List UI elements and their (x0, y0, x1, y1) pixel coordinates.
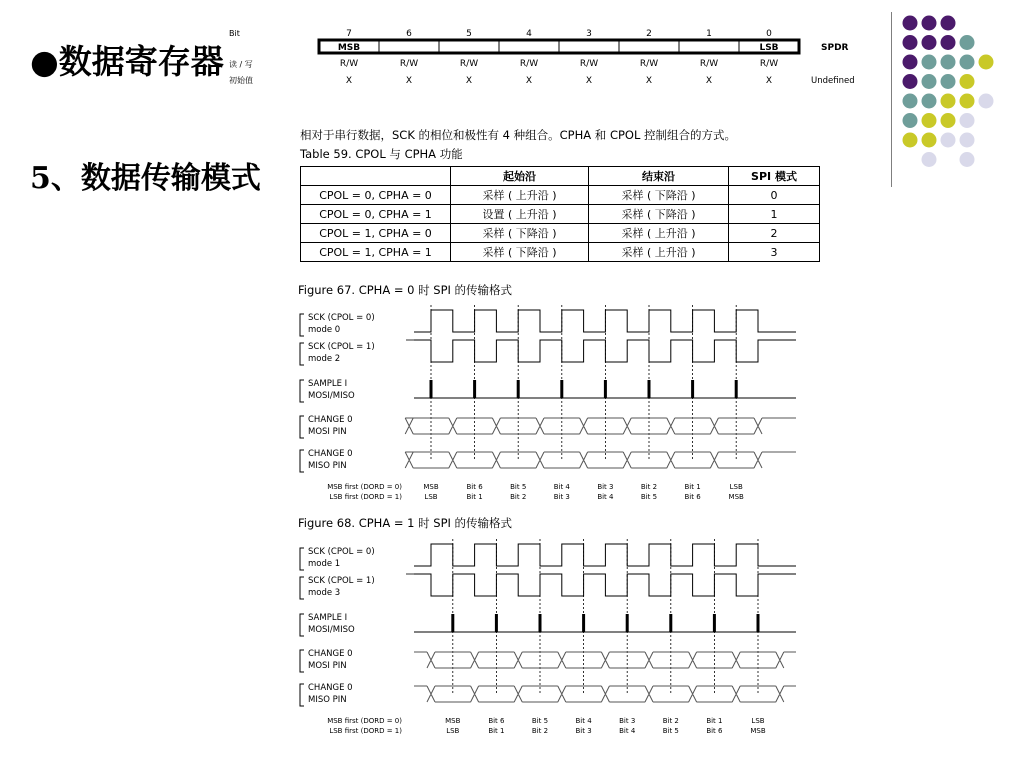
bit-order-label-msb-first: MSB first (DORD = 0) (327, 483, 402, 491)
table-header-cell (301, 167, 451, 186)
lsb-first-bit-label: Bit 6 (706, 727, 723, 735)
lsb-first-bit-label: Bit 3 (553, 493, 570, 501)
signal-bracket (300, 314, 304, 336)
table-title: Table 59. CPOL 与 CPHA 功能 (300, 147, 463, 161)
bit-number: 2 (646, 29, 652, 39)
mode-caption: 相对于串行数据，SCK 的相位和极性有 4 种组合。CPHA 和 CPOL 控制组合的方式。 (300, 128, 737, 142)
signal-bracket (300, 684, 304, 706)
sck-waveform-cpol1 (414, 574, 796, 596)
decorative-dot (922, 94, 937, 109)
msb-first-bit-label: LSB (751, 717, 765, 725)
decorative-dot-grid (898, 12, 1018, 172)
decorative-dot (922, 16, 937, 31)
lsb-first-bit-label: Bit 4 (619, 727, 636, 735)
signal-bracket (300, 577, 304, 599)
signal-label: SAMPLE I (308, 613, 348, 623)
bit-number: 7 (346, 29, 352, 39)
signal-bracket (300, 548, 304, 570)
decorative-dot (941, 35, 956, 50)
msb-first-bit-label: Bit 3 (597, 483, 614, 491)
rw-value: R/W (519, 59, 539, 69)
sck-waveform-cpol0 (414, 544, 796, 566)
data-bus-miso (405, 452, 796, 468)
signal-sub-label: MOSI/MISO (308, 391, 355, 401)
init-note: Undefined (811, 76, 855, 86)
signal-label: SCK (CPOL = 0) (308, 313, 375, 323)
table-cell: 采样 ( 下降沿 ) (589, 186, 729, 205)
msb-first-bit-label: Bit 5 (531, 717, 549, 725)
table-cell: 采样 ( 上升沿 ) (451, 186, 589, 205)
table-cell: 1 (729, 205, 820, 224)
signal-sub-label: MISO PIN (308, 461, 347, 471)
rw-value: R/W (339, 59, 359, 69)
lsb-first-bit-label: Bit 1 (466, 493, 483, 501)
bit-number: 4 (526, 29, 532, 39)
signal-bracket (300, 650, 304, 672)
decorative-dot (922, 152, 937, 167)
msb-first-bit-label: Bit 6 (488, 717, 505, 725)
msb-first-bit-label: Bit 4 (575, 717, 592, 725)
rw-row-label: 读 / 写 (229, 60, 253, 69)
init-value: X (705, 76, 713, 86)
rw-value: R/W (579, 59, 599, 69)
signal-sub-label: mode 2 (308, 354, 341, 364)
table-cell: 采样 ( 上升沿 ) (589, 243, 729, 262)
signal-label: CHANGE 0 (308, 683, 353, 693)
init-value: X (585, 76, 593, 86)
lsb-first-bit-label: Bit 6 (684, 493, 701, 501)
decorative-dot (960, 133, 975, 148)
signal-label: CHANGE 0 (308, 449, 353, 459)
bit-number: 6 (406, 29, 412, 39)
signal-sub-label: mode 0 (308, 325, 341, 335)
decorative-dot (922, 133, 937, 148)
table-row (301, 243, 820, 262)
msb-first-bit-label: Bit 4 (553, 483, 570, 491)
figure-67-timing-diagram (296, 300, 816, 512)
rw-value: R/W (759, 59, 779, 69)
table-cell: 设置 ( 上升沿 ) (451, 205, 589, 224)
bit-order-label-msb-first: MSB first (DORD = 0) (327, 717, 402, 725)
decorative-dot (941, 94, 956, 109)
signal-bracket (300, 614, 304, 636)
rw-value: R/W (639, 59, 659, 69)
signal-bracket (300, 343, 304, 365)
decorative-dot (979, 94, 994, 109)
table-cell: CPOL = 1, CPHA = 0 (301, 224, 451, 243)
table-row (301, 205, 820, 224)
bit-number: 3 (586, 29, 592, 39)
msb-first-bit-label: Bit 1 (684, 483, 701, 491)
signal-bracket (300, 450, 304, 472)
signal-sub-label: mode 3 (308, 588, 341, 598)
signal-bracket (300, 416, 304, 438)
lsb-first-bit-label: Bit 2 (531, 727, 549, 735)
bit-number: 1 (706, 29, 712, 39)
register-name: SPDR (821, 43, 849, 53)
table-header-cell: 起始沿 (451, 167, 589, 186)
sck-waveform-cpol0 (414, 310, 796, 332)
decorative-dot (941, 74, 956, 89)
data-bus-mosi (405, 418, 796, 434)
bit-order-label-lsb-first: LSB first (DORD = 1) (329, 727, 402, 735)
bit-number: 0 (766, 29, 772, 39)
table-header-cell: 结束沿 (589, 167, 729, 186)
rw-value: R/W (699, 59, 719, 69)
msb-first-bit-label: Bit 2 (640, 483, 658, 491)
decorative-dot (903, 133, 918, 148)
init-value: X (465, 76, 473, 86)
data-bus-mosi (414, 652, 796, 668)
msb-first-bit-label: MSB (423, 483, 439, 491)
sck-waveform-cpol1 (414, 340, 796, 362)
signal-label: SCK (CPOL = 0) (308, 547, 375, 557)
decorative-dot (903, 35, 918, 50)
lsb-first-bit-label: LSB (446, 727, 460, 735)
decorative-dot (903, 16, 918, 31)
signal-label: SCK (CPOL = 1) (308, 342, 375, 352)
lsb-first-bit-label: MSB (728, 493, 744, 501)
lsb-first-bit-label: LSB (424, 493, 438, 501)
lsb-first-bit-label: Bit 1 (488, 727, 505, 735)
bit-number: 5 (466, 29, 472, 39)
init-value: X (645, 76, 653, 86)
init-value: X (525, 76, 533, 86)
lsb-first-bit-label: Bit 4 (597, 493, 614, 501)
table-cell: 3 (729, 243, 820, 262)
decorative-dot (903, 113, 918, 128)
decorative-dot (903, 55, 918, 70)
table-cell: 0 (729, 186, 820, 205)
table-row (301, 224, 820, 243)
table-cell: CPOL = 0, CPHA = 1 (301, 205, 451, 224)
decorative-dot (941, 55, 956, 70)
msb-first-bit-label: Bit 3 (619, 717, 636, 725)
decorative-dot (960, 74, 975, 89)
decorative-divider (891, 12, 892, 187)
bit-row-label: Bit (229, 29, 240, 38)
signal-label: SAMPLE I (308, 379, 348, 389)
msb-first-bit-label: LSB (729, 483, 743, 491)
table-cell: CPOL = 1, CPHA = 1 (301, 243, 451, 262)
table-cell: 采样 ( 下降沿 ) (451, 243, 589, 262)
table-cell: CPOL = 0, CPHA = 0 (301, 186, 451, 205)
table-cell: 采样 ( 下降沿 ) (589, 205, 729, 224)
decorative-dot (960, 152, 975, 167)
bit-order-label-lsb-first: LSB first (DORD = 1) (329, 493, 402, 501)
init-value: X (345, 76, 353, 86)
signal-sub-label: MOSI/MISO (308, 625, 355, 635)
figure-67-title: Figure 67. CPHA = 0 时 SPI 的传输格式 (298, 283, 513, 297)
table-cell: 采样 ( 上升沿 ) (589, 224, 729, 243)
signal-bracket (300, 380, 304, 402)
table-header-row (301, 167, 820, 186)
table-cell: 采样 ( 下降沿 ) (451, 224, 589, 243)
decorative-dot (960, 94, 975, 109)
decorative-dot (922, 74, 937, 89)
data-bus-miso (414, 686, 796, 702)
signal-label: CHANGE 0 (308, 649, 353, 659)
signal-label: CHANGE 0 (308, 415, 353, 425)
decorative-dot (941, 133, 956, 148)
cpol-cpha-table (300, 166, 820, 262)
signal-label: SCK (CPOL = 1) (308, 576, 375, 586)
figure-68-title: Figure 68. CPHA = 1 时 SPI 的传输格式 (298, 516, 513, 530)
msb-first-bit-label: Bit 5 (510, 483, 527, 491)
decorative-dot (922, 113, 937, 128)
lsb-first-bit-label: Bit 3 (575, 727, 592, 735)
lsb-label: LSB (759, 43, 779, 53)
msb-first-bit-label: Bit 6 (466, 483, 483, 491)
decorative-dot (960, 35, 975, 50)
decorative-dot (979, 55, 994, 70)
msb-first-bit-label: Bit 2 (662, 717, 679, 725)
decorative-dot (941, 113, 956, 128)
decorative-dot (960, 55, 975, 70)
spdr-register-map (207, 26, 867, 96)
init-row-label: 初始值 (229, 76, 253, 85)
msb-first-bit-label: MSB (445, 717, 461, 725)
decorative-dot (903, 94, 918, 109)
decorative-dot (922, 35, 937, 50)
signal-sub-label: MOSI PIN (308, 427, 347, 437)
decorative-dot (941, 16, 956, 31)
table-cell: 2 (729, 224, 820, 243)
decorative-dot (903, 74, 918, 89)
lsb-first-bit-label: MSB (750, 727, 766, 735)
signal-sub-label: MOSI PIN (308, 661, 347, 671)
decorative-dot (922, 55, 937, 70)
signal-sub-label: MISO PIN (308, 695, 347, 705)
heading-transfer-mode: 5、数据传输模式 (30, 161, 261, 196)
lsb-first-bit-label: Bit 5 (662, 727, 679, 735)
signal-sub-label: mode 1 (308, 559, 341, 569)
init-value: X (405, 76, 413, 86)
rw-value: R/W (459, 59, 479, 69)
table-row (301, 186, 820, 205)
rw-value: R/W (399, 59, 419, 69)
table-header-cell: SPI 模式 (729, 167, 820, 186)
msb-first-bit-label: Bit 1 (706, 717, 723, 725)
init-value: X (765, 76, 773, 86)
figure-68-timing-diagram (296, 534, 816, 746)
msb-label: MSB (337, 43, 361, 53)
lsb-first-bit-label: Bit 2 (510, 493, 527, 501)
decorative-dot (960, 113, 975, 128)
heading-data-register: ●数据寄存器 (30, 42, 224, 81)
lsb-first-bit-label: Bit 5 (640, 493, 658, 501)
